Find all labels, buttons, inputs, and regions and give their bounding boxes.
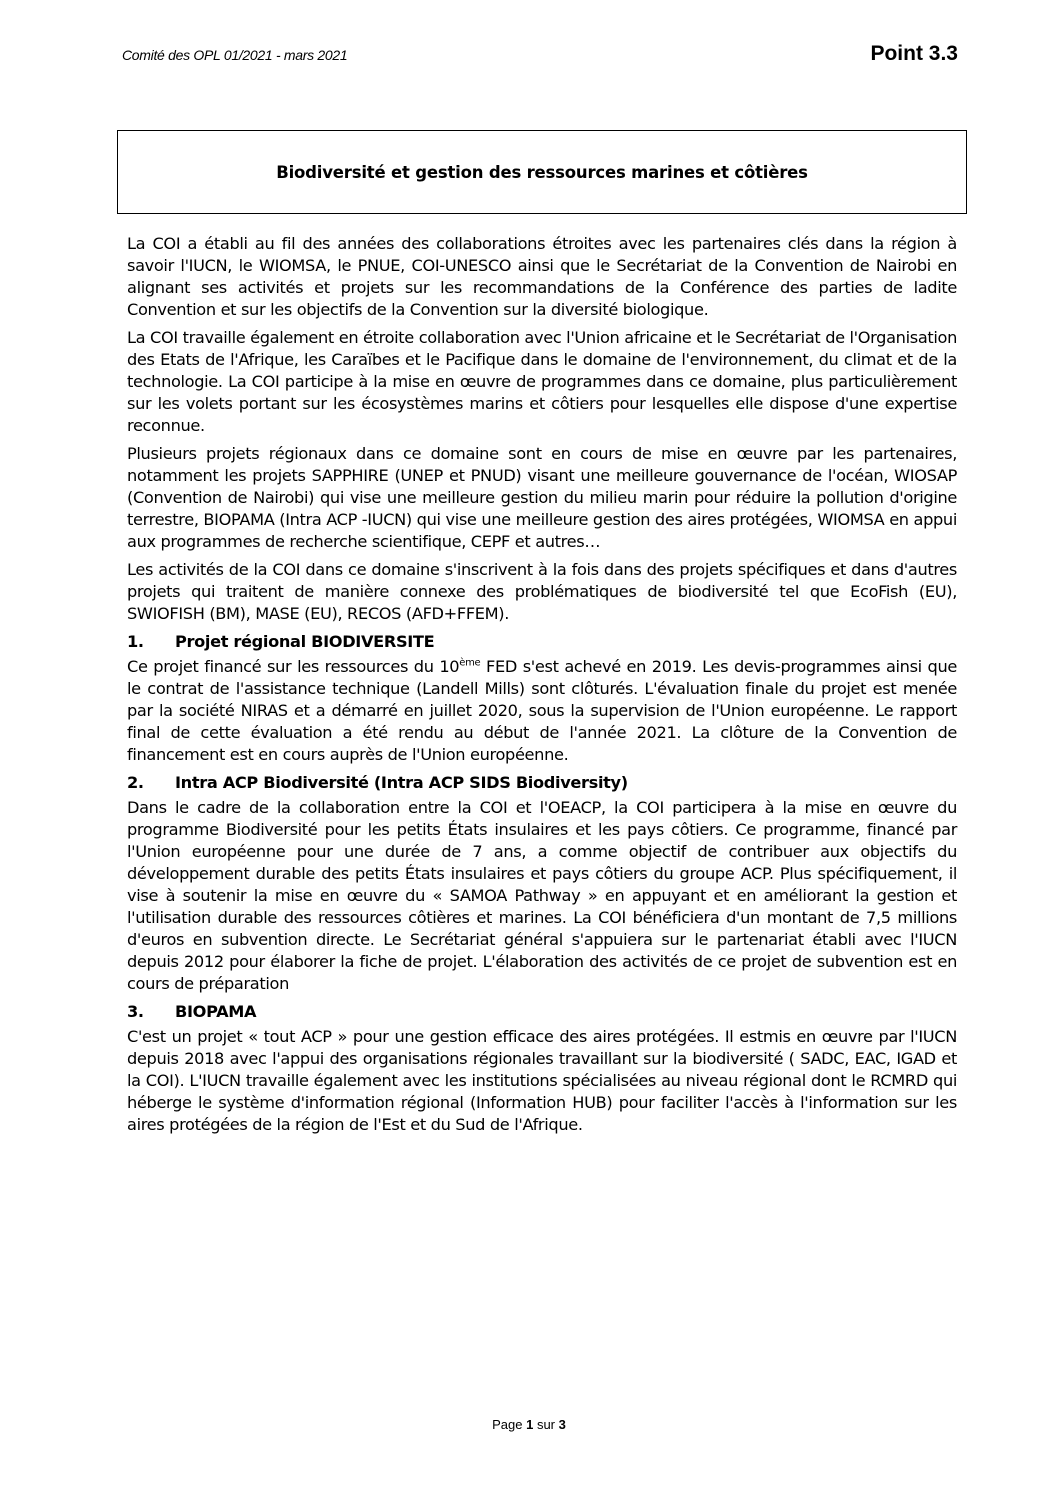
section-text: FED s'est achevé en 2019. Les devis-programmes ainsi que le contrat de l'assistance technique (Landell Mills) sont clôturés. L'évaluation finale du projet est menée par la société NIRAS et a démarré en juillet 2020, sous la supervision de l'Union européenne. Le rapport final de cette évaluation a été rendu au début de l'année 2021. La clôture de la Convention de financement est en cours auprès de l'Union européenne. xyxy=(127,657,958,764)
intro-paragraph: Plusieurs projets régionaux dans ce domaine sont en cours de mise en œuvre par les partenaires, notamment les projets SAPPHIRE (UNEP et PNUD) visant une meilleure gouvernance de l'océan, WIOSAP (Convention de Nairobi) qui vise une meilleure gestion du milieu marin pour réduire la pollution d'origine terrestre, BIOPAMA (Intra ACP -IUCN) qui vise une meilleure gestion des aires protégées, WIOMSA en appui aux programmes de recherche scientifique, CEPF et autres… xyxy=(127,444,957,551)
section-title: BIOPAMA xyxy=(175,1002,257,1021)
section-heading-3 xyxy=(127,1001,957,1023)
section-paragraph: C'est un projet « tout ACP » pour une gestion efficace des aires protégées. Il estmis en œuvre par l'IUCN depuis 2018 avec l'appui des organisations régionales travaillant sur la biodiversité ( SADC, EAC, IGAD et la COI). L'IUCN travaille également avec les institutions spécialisées au niveau régional dont le RCMRD qui héberge le système d'information régional (Information HUB) pour faciliter l'accès à l'information sur les aires protégées de la région de l'Est et du Sud de l'Afrique. xyxy=(127,1027,957,1134)
intro-paragraph: La COI travaille également en étroite collaboration avec l'Union africaine et le Secrétariat de l'Organisation des Etats de l'Afrique, les Caraïbes et le Pacifique dans le domaine de l'environnement, du climat et de la technologie. La COI participe à la mise en œuvre de programmes dans ce domaine, plus particulièrement sur les volets portant sur les écosystèmes marins et côtiers pour lesquelles elle dispose d'une expertise reconnue. xyxy=(127,328,957,435)
section-heading-1 xyxy=(127,631,957,653)
document-body xyxy=(127,233,957,1142)
ordinal-superscript: ème xyxy=(459,657,481,669)
section-number: 1. xyxy=(127,632,144,651)
footer-label: sur xyxy=(533,1417,559,1432)
section-title: Projet régional BIODIVERSITE xyxy=(175,632,435,651)
section-paragraph: Dans le cadre de la collaboration entre la COI et l'OEACP, la COI participera à la mise en œuvre du programme Biodiversité pour les petits États insulaires et les pays côtiers. Ce programme, financé par l'Union européenne pour une durée de 7 ans, a comme objectif de contribuer aux objectifs du développement durable des petits États insulaires et pays côtiers du groupe ACP. Plus spécifiquement, il vise à soutenir la mise en œuvre du « SAMOA Pathway » en appuyant et en améliorant la gestion et l'utilisation durable des ressources côtières et marines. La COI bénéficiera d'un montant de 7,5 millions d'euros en subvention directe. Le Secrétariat général s'appuiera sur le partenariat établi avec l'IUCN depuis 2012 pour élaborer la fiche de projet. L'élaboration des activités de ce projet de subvention est en cours de préparation xyxy=(127,798,957,993)
intro-paragraph: Les activités de la COI dans ce domaine s'inscrivent à la fois dans des projets spécifiques et dans d'autres projets qui traitent de manière connexe des problématiques de biodiversité tel que EcoFish (EU), SWIOFISH (BM), MASE (EU), RECOS (AFD+FFEM). xyxy=(127,560,957,623)
title-box xyxy=(117,130,967,214)
current-page: 1 xyxy=(526,1417,534,1432)
page-footer xyxy=(0,1417,1058,1432)
section-text: Ce projet financé sur les ressources du 10 xyxy=(127,657,460,676)
page-title: Biodiversité et gestion des ressources marines et côtières xyxy=(276,162,808,182)
section-heading-2 xyxy=(127,772,957,794)
intro-paragraph: La COI a établi au fil des années des collaborations étroites avec les partenaires clés dans la région à savoir l'IUCN, le WIOMSA, le PNUE, COI-UNESCO ainsi que le Secrétariat de la Convention de Nairobi en alignant ses activités et projets sur les recommandations de la Conférence des parties de ladite Convention et sur les objectifs de la Convention sur la diversité biologique. xyxy=(127,234,957,319)
section-number: 2. xyxy=(127,773,144,792)
header-meeting-label: Comité des OPL 01/2021 - mars 2021 xyxy=(122,47,348,63)
section-title: Intra ACP Biodiversité (Intra ACP SIDS Biodiversity) xyxy=(175,773,628,792)
section-paragraph xyxy=(127,656,957,766)
total-pages: 3 xyxy=(558,1417,566,1432)
header-point-number: Point 3.3 xyxy=(870,42,958,65)
footer-label: Page xyxy=(492,1417,527,1432)
section-number: 3. xyxy=(127,1002,144,1021)
